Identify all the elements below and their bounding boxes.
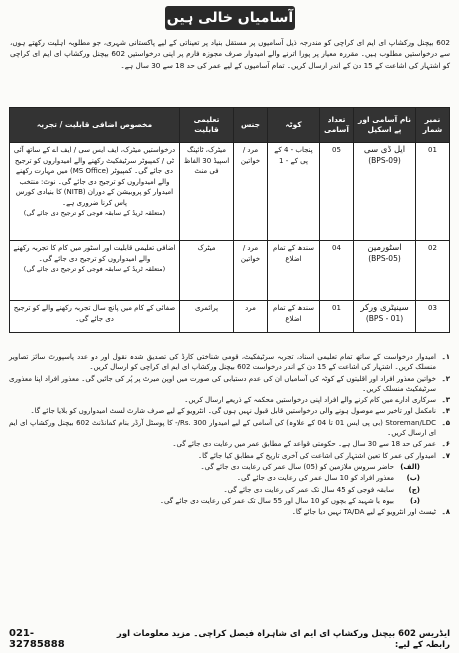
row-serial: 02 (416, 241, 450, 301)
sub-condition-text: سابقہ فوجی کو 45 سال تک عمر کی رعایت دی جائے گی۔ (223, 485, 394, 494)
row-gender: مرد / خواتین (234, 241, 268, 301)
requirements-note: (متعلقہ ٹریڈ کے سابقہ فوجی کو ترجیح دی جائے گی) (23, 209, 166, 217)
sub-list-item (9, 496, 450, 506)
row-education: میٹرک، ٹائپنگ اسپیڈ 30 الفاظ فی منٹ (180, 143, 234, 241)
row-count: 05 (320, 143, 354, 241)
table-row (10, 143, 450, 241)
row-gender: مرد / خواتین (234, 143, 268, 241)
row-quota: پنجاب - 4 کے پی کے - 1 (268, 143, 320, 241)
condition-text: خواتین معذور افراد اور اقلیتوں کے کوٹہ کی آسامیاں ان کی عدم دستیابی کی صورت میں اوپن میرٹ پر پُر کی جائیں گی۔ معذور افراد اپنا معذوری سرٹیفکیٹ منسلک کریں۔ (9, 374, 436, 393)
condition-text: امیدوار درخواست کے ساتھ تمام تعلیمی اسناد، تجربہ سرٹیفکیٹ، قومی شناختی کارڈ کی تصدیق شدہ نقول اور دو عدد پاسپورٹ سائز تصاویر منسلک کریں۔ اشتہار کی اشاعت کے 15 دن کے اندر درخواست 602 بیچنل ورکشاپ ای ایم ای کراچی کو ارسال کریں۔ (9, 353, 436, 372)
table-header-row (10, 108, 450, 143)
vacancies-table (9, 107, 450, 333)
condition-number: ۶۔ (441, 440, 450, 449)
row-quota: سندھ کے تمام اضلاع (268, 301, 320, 333)
sub-condition-label: (د) (410, 496, 420, 505)
row-requirements (10, 143, 180, 241)
list-item (9, 406, 450, 416)
condition-number: ۳۔ (441, 396, 450, 405)
sub-list-item (9, 462, 450, 472)
row-gender: مرد (234, 301, 268, 333)
post-name: ایل ڈی سی (363, 145, 406, 155)
row-serial: 03 (416, 301, 450, 333)
condition-number: ۷۔ (441, 451, 450, 460)
row-requirements (10, 301, 180, 333)
list-item (9, 352, 450, 373)
sub-condition-label: (ج) (408, 485, 420, 494)
row-education: میٹرک (180, 241, 234, 301)
row-requirements (10, 241, 180, 301)
sub-condition-text: حاضر سروس ملازمین کو (05) سال عمر کی رعایت دی جائے گی۔ (200, 462, 394, 471)
table-row (10, 301, 450, 333)
post-name: سینیٹری ورکر (360, 303, 409, 313)
condition-text: عمر کی حد 18 سے 30 سال ہے۔ حکومتی قواعد کے مطابق عمر میں رعایت دی جائے گی۔ (172, 440, 436, 449)
requirements-note: (متعلقہ ٹریڈ کے سابقہ فوجی کو ترجیح دی جائے گی) (23, 265, 166, 273)
requirements-text: صفائی کے کام میں پانچ سال تجربہ رکھنے والے کو ترجیح دی جائے گی۔ (13, 304, 176, 323)
row-education: پرائمری (180, 301, 234, 333)
condition-number: ۴۔ (441, 407, 450, 416)
header-post: نام آسامی اور پے اسکیل (354, 108, 416, 143)
condition-number: ۸۔ (441, 508, 450, 517)
requirements-text: اضافی تعلیمی قابلیت اور اسٹور میں کام کا تجربہ رکھنے والے امیدواروں کو ترجیح دی جائے گی۔ (13, 244, 176, 263)
list-item (9, 439, 450, 449)
table-row (10, 241, 450, 301)
row-quota: سندھ کے تمام اضلاع (268, 241, 320, 301)
row-serial: 01 (416, 143, 450, 241)
condition-number: ۲۔ (441, 374, 450, 383)
condition-number: ۱۔ (441, 353, 450, 361)
footer-phone: 021-32785888 (9, 628, 65, 650)
row-post (354, 143, 416, 241)
header-count: تعداد آسامی (320, 108, 354, 143)
condition-number: ۵۔ (441, 418, 450, 427)
header-requirements: مخصوص اضافی قابلیت / تجربہ (10, 108, 180, 143)
list-item (9, 451, 450, 461)
sub-condition-text: بیوہ یا شہید کے بچوں کو 10 سال اور 55 سال تک عمر کی رعایت دی جائے گی۔ (159, 496, 394, 505)
list-item (9, 418, 450, 439)
requirements-text: درخواستیں میٹرک، ایف ایس سی / ایف اے کے ساتھ آئی ٹی / کمپیوٹر سرٹیفکیٹ رکھنے والے امیدواروں کو ترجیح دی جائے گی۔ کمپیوٹر (MS Office) میں مہارت رکھنے والے امیدواروں کو ترجیح دی جائے گی۔ نوٹ: منتخب امیدوار کو پروبیشن کے دوران (NITB) کا بنیادی کورس پاس کرنا ضروری ہے۔ (13, 146, 176, 207)
row-post (354, 301, 416, 333)
sub-condition-text: معذور افراد کو 10 سال عمر کی رعایت دی جائے گی۔ (236, 474, 394, 483)
row-count: 01 (320, 301, 354, 333)
post-name: اسٹورمین (367, 243, 402, 253)
list-item (9, 507, 450, 517)
pay-scale: (BPS-09) (368, 155, 401, 165)
condition-text: سرکاری ادارے میں کام کرنے والے افراد اپنی درخواستیں محکمہ کے ذریعے ارسال کریں۔ (184, 396, 436, 405)
sub-condition-label: (ب) (406, 474, 420, 483)
footer-address: ایڈریس 602 بیچنل ورکشاپ ای ایم ای شاہراہ فیصل کراچی۔ مزید معلومات اور رابطہ کے لیے: (116, 629, 450, 650)
sub-list-item (9, 473, 450, 483)
header-quota: کوٹہ (268, 108, 320, 143)
header-education: تعلیمی قابلیت (180, 108, 234, 143)
contact-footer (9, 628, 450, 650)
condition-text: نامکمل اور تاخیر سے موصول ہونے والی درخواستیں قابل قبول نہیں ہوں گی۔ انٹرویو کے لیے صرف شارٹ لسٹ امیدواروں کو بلایا جائے گا۔ (30, 407, 436, 416)
condition-text: امیدوار کی عمر کا تعین اشتہار کی اشاعت کی آخری تاریخ کے مطابق کیا جائے گا۔ (198, 451, 436, 460)
intro-paragraph: 602 بیچنل ورکشاپ ای ایم ای کراچی کو مندرجہ ذیل آسامیوں پر مستقل بنیاد پر تعیناتی کے لیے پاکستانی شہری، جو مطلوبہ اہلیت رکھتے ہوں، سے درخواستیں مطلوب ہیں۔ مقررہ معیار پر پورا اترنے والے امیدوار صرف مجوزہ فارم پر اپنی درخواستیں 602 بیچنل ورکشاپ ای ایم ای کراچی کو اشتہار کی اشاعت کے 15 دن کے اندر ارسال کریں۔ تمام آسامیوں کے لیے عمر کی حد 18 سے 30 سال ہے۔ (10, 38, 450, 70)
list-item (9, 395, 450, 405)
advert-title: آسامیاں خالی ہیں (165, 6, 295, 30)
header-gender: جنس (234, 108, 268, 143)
conditions-list (9, 352, 450, 518)
header-serial: نمبر شمار (416, 108, 450, 143)
row-count: 04 (320, 241, 354, 301)
pay-scale: (BPS-05) (368, 253, 401, 263)
condition-text: Storeman/LDC (بی پی ایس 01 تا 04 کے علاوہ) کی آسامی کے لیے امیدوار Rs. 300/- کا پوسٹل آرڈر بنام کمانڈنٹ 602 بیچنل ورکشاپ ای ایم ای ارسال کریں۔ (9, 418, 437, 438)
list-item (9, 374, 450, 395)
row-post (354, 241, 416, 301)
condition-text: ٹیسٹ اور انٹرویو کے لیے TA/DA نہیں دیا جائے گا۔ (291, 508, 436, 517)
sub-list-item (9, 485, 450, 495)
sub-condition-label: (الف) (400, 462, 420, 471)
pay-scale: (BPS - 01) (365, 313, 404, 323)
